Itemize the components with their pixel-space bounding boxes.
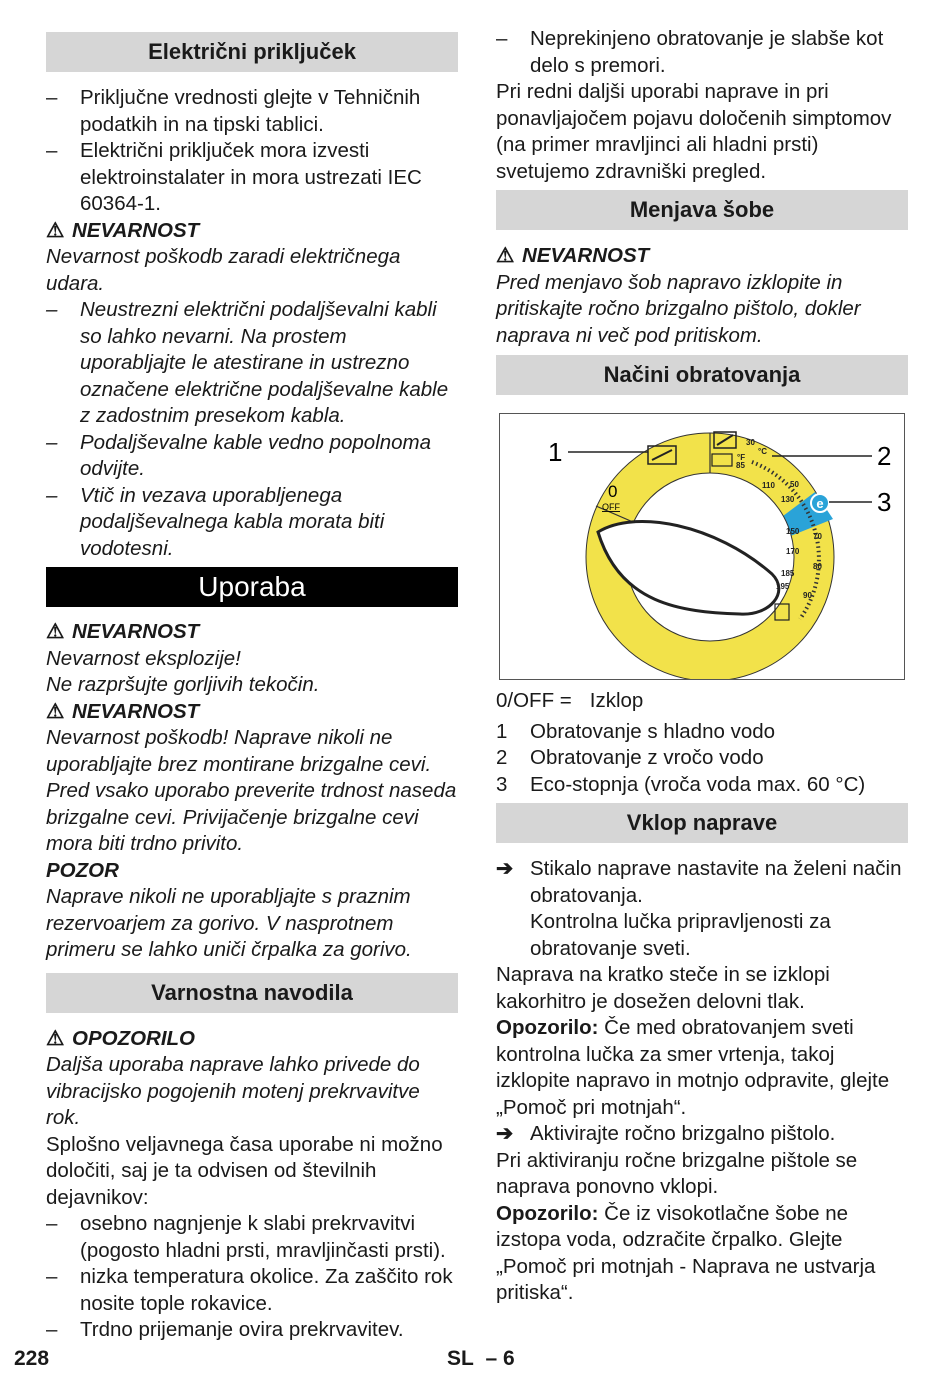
heading-electrical-connection: Električni priključek	[46, 32, 458, 72]
legend-off-key: 0/OFF =	[496, 689, 572, 712]
temp-label: 195	[776, 582, 790, 591]
temp-label: 170	[786, 547, 800, 556]
arrow-icon: ➔	[496, 1122, 514, 1145]
callout-2: 2	[877, 441, 892, 471]
temp-label: 130	[781, 495, 795, 504]
list-item: – Električni priključek mora izvesti elektroinstalater in mora ustrezati IEC 60364-1.	[46, 139, 422, 215]
temp-unit-f: °F	[737, 453, 746, 462]
operating-mode-dial-figure	[499, 413, 905, 680]
danger-heading: ⚠ NEVARNOST	[46, 218, 458, 245]
off-position-label: OFF	[602, 502, 620, 512]
dash-bullet: –	[46, 139, 58, 162]
legend-off-value: Izklop	[589, 689, 644, 712]
temp-label: 50	[790, 480, 799, 489]
danger-text: Nevarnost eksplozije!	[46, 646, 241, 670]
warning-triangle-icon: ⚠	[46, 620, 65, 643]
danger-text: Pred menjavo šob napravo izklopite in pritiskajte ročno brizgalno pištolo, dokler naprava ni več pod pritiskom.	[496, 270, 861, 347]
dash-bullet: –	[46, 86, 58, 109]
note-label: Opozorilo:	[496, 1016, 599, 1039]
legend-item: 3 Eco-stopnja (vroča voda max. 60 °C)	[496, 772, 908, 799]
temp-label: 150	[786, 527, 800, 536]
danger-text: Nevarnost poškodb zaradi električnega udara.	[46, 245, 401, 295]
warning-heading: ⚠ OPOZORILO	[46, 1026, 458, 1053]
list-item: – Neprekinjeno obratovanje je slabše kot delo s premori.	[496, 27, 884, 77]
dash-bullet: –	[46, 430, 58, 454]
dial-illustration	[500, 414, 906, 679]
dash-bullet: –	[46, 1318, 58, 1341]
list-item: – osebno nagnjenje k slabi prekrvavitvi (pogosto hladni prsti, mravljinčasti prsti).	[46, 1212, 446, 1262]
arrow-icon: ➔	[496, 857, 514, 880]
danger-text: Ne razpršujte gorljivih tekočin.	[46, 673, 320, 696]
dash-bullet: –	[46, 1212, 58, 1235]
legend-number: 3	[496, 772, 508, 796]
list-item: – Priključne vrednosti glejte v Tehničnih podatkih in na tipski tablici.	[46, 86, 421, 136]
caution-heading: POZOR	[46, 858, 119, 882]
paragraph: Naprava na kratko steče in se izklopi kakorhitro je dosežen delovni tlak.	[496, 963, 830, 1013]
list-item: – nizka temperatura okolice. Za zaščito rok nosite tople rokavice.	[46, 1265, 453, 1315]
legend-item: 2 Obratovanje z vročo vodo	[496, 745, 908, 772]
footer-language: SL – 6	[447, 1347, 515, 1370]
temp-label: 90	[803, 591, 812, 600]
heading-nozzle-change: Menjava šobe	[496, 190, 908, 230]
right-column	[496, 26, 908, 1307]
paragraph: Pri redni daljši uporabi naprave in pri ponavljajočem pojavu določenih simptomov (na primer mravljinci ali hladni prsti) svetujemo zdravniški pregled.	[496, 80, 892, 183]
callout-1: 1	[548, 437, 563, 467]
page-number: 228	[14, 1347, 50, 1370]
dash-bullet: –	[46, 1265, 58, 1288]
off-position-number: 0	[608, 482, 618, 501]
temp-label: 185	[781, 569, 795, 578]
paragraph: Pri aktiviranju ročne brizgalne pištole se naprava ponovno vklopi.	[496, 1148, 858, 1198]
instruction-step: ➔ Stikalo naprave nastavite na želeni način obratovanja.	[496, 857, 902, 907]
temp-unit-c: °C	[758, 447, 767, 456]
dash-bullet: –	[46, 483, 58, 507]
note-paragraph: Opozorilo: Če med obratovanjem sveti kontrolna lučka za smer vrtenja, takoj izklopite napravo in motnjo odpravite, glejte „Pomoč pri motnjah“.	[496, 1016, 890, 1119]
list-item: – Vtič in vezava uporabljenega podaljševalnega kabla morata biti vodotesni.	[46, 483, 385, 560]
dash-bullet: –	[496, 27, 508, 50]
danger-heading: ⚠ NEVARNOST	[496, 243, 908, 270]
danger-heading: ⚠ NEVARNOST	[46, 619, 458, 646]
heading-operating-modes: Načini obratovanja	[496, 355, 908, 395]
note-label: Opozorilo:	[496, 1201, 599, 1225]
instruction-result: Kontrolna lučka pripravljenosti za obratovanje sveti.	[530, 910, 831, 960]
temp-label: 30	[746, 438, 755, 447]
legend-item: 1 Obratovanje s hladno vodo	[496, 719, 908, 746]
list-item: – Podaljševalne kable vedno popolnoma odvijte.	[46, 430, 432, 480]
temp-label: 110	[762, 481, 775, 490]
list-item: – Trdno prijemanje ovira prekrvavitev.	[46, 1317, 458, 1344]
heading-switch-on: Vklop naprave	[496, 803, 908, 843]
warning-triangle-icon: ⚠	[496, 244, 515, 267]
temp-label: 70	[813, 532, 822, 541]
paragraph: Splošno veljavnega časa uporabe ni možno določiti, saj je ta odvisen od številnih dejavnikov:	[46, 1132, 443, 1209]
warning-triangle-icon: ⚠	[46, 218, 65, 242]
list-item: – Neustrezni električni podaljševalni kabli so lahko nevarni. Na prostem uporabljajte le atestirane in ustrezno označene električne podaljševalne kable z zadostnim presekom kabla.	[46, 298, 449, 427]
note-paragraph: Opozorilo: Če iz visokotlačne šobe ne izstopa voda, odzračite črpalko. Glejte „Pomoč pri motnjah - Naprava ne ustvarja pritiska“.	[496, 1201, 876, 1304]
left-column	[46, 26, 458, 1344]
danger-heading: ⚠ NEVARNOST	[46, 699, 458, 726]
legend-off	[496, 688, 908, 715]
instruction-step: ➔ Aktivirajte ročno brizgalno pištolo.	[496, 1121, 908, 1148]
temp-label: 85	[736, 461, 745, 470]
heading-usage: Uporaba	[46, 567, 458, 607]
warning-triangle-icon: ⚠	[46, 1026, 65, 1050]
dash-bullet: –	[46, 298, 58, 321]
legend-number: 1	[496, 719, 508, 743]
warning-triangle-icon: ⚠	[46, 699, 65, 723]
danger-text: Nevarnost poškodb! Naprave nikoli ne uporabljajte brez montirane brizgalne cevi. Pred vsako uporabo preverite trdnost naseda brizgalne cevi. Privijačenje brizgalne cevi mora biti trdno privito.	[46, 726, 457, 855]
legend-number: 2	[496, 746, 508, 769]
caution-text: Naprave nikoli ne uporabljajte s praznim rezervoarjem za gorivo. V nasprotnem primeru se lahko uniči črpalka za gorivo.	[46, 885, 412, 961]
callout-3: 3	[877, 487, 892, 517]
heading-safety-instructions: Varnostna navodila	[46, 973, 458, 1013]
temp-label: 80	[813, 562, 822, 571]
warning-text: Daljša uporaba naprave lahko privede do vibracijsko pogojenih motenj prekrvavitve rok.	[46, 1053, 420, 1129]
eco-icon-label: e	[816, 496, 824, 511]
